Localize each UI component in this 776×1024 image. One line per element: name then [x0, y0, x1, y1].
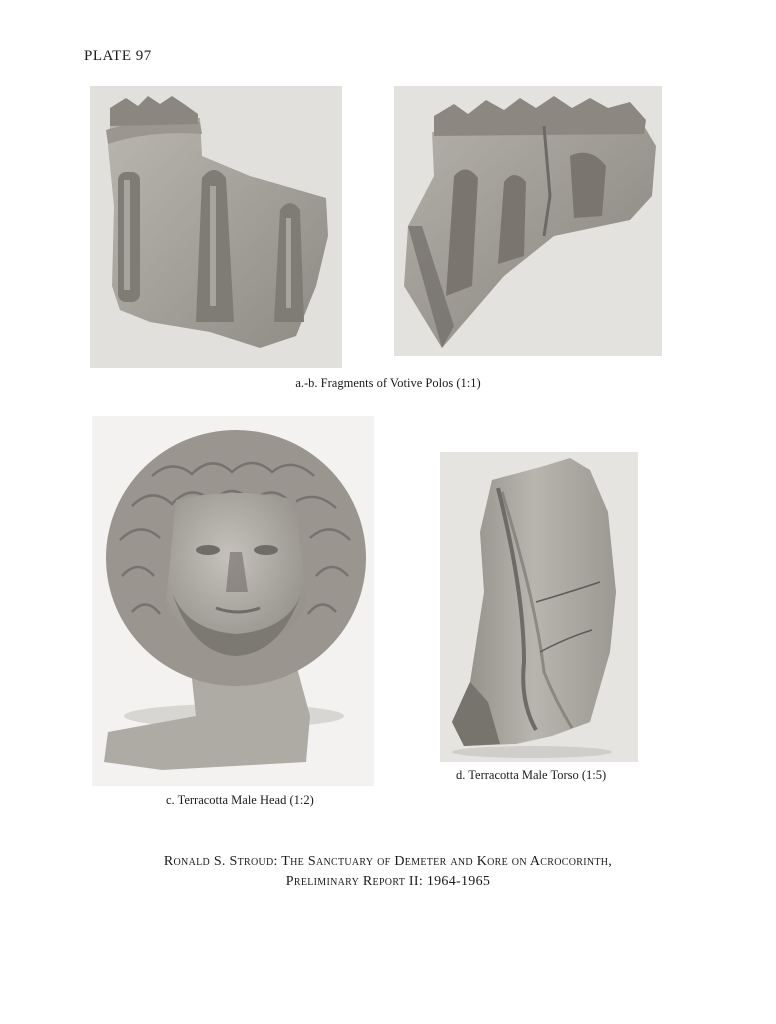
credit-line-report: Preliminary Report II: 1964-1965: [285, 874, 491, 889]
polos-fragment-a-image: [90, 86, 342, 368]
photo-d-terracotta-male-torso: [440, 452, 638, 762]
photo-a-votive-polos-fragment: [90, 86, 342, 368]
credit-line-author-title: Ronald S. Stroud: The Sanctuary of Demeter and Kore on Acrocorinth,: [163, 854, 613, 869]
photo-c-terracotta-male-head: [92, 416, 374, 786]
male-head-image: [92, 416, 374, 786]
plate-label: PLATE 97: [84, 48, 152, 64]
caption-fragments-votive-polos: a.-b. Fragments of Votive Polos (1:1): [295, 376, 481, 390]
caption-terracotta-male-head: c. Terracotta Male Head (1:2): [166, 793, 314, 807]
caption-terracotta-male-torso: d. Terracotta Male Torso (1:5): [456, 768, 607, 782]
photo-b-votive-polos-fragment: [394, 86, 662, 356]
male-torso-image: [440, 452, 638, 762]
polos-fragment-b-image: [394, 86, 662, 356]
